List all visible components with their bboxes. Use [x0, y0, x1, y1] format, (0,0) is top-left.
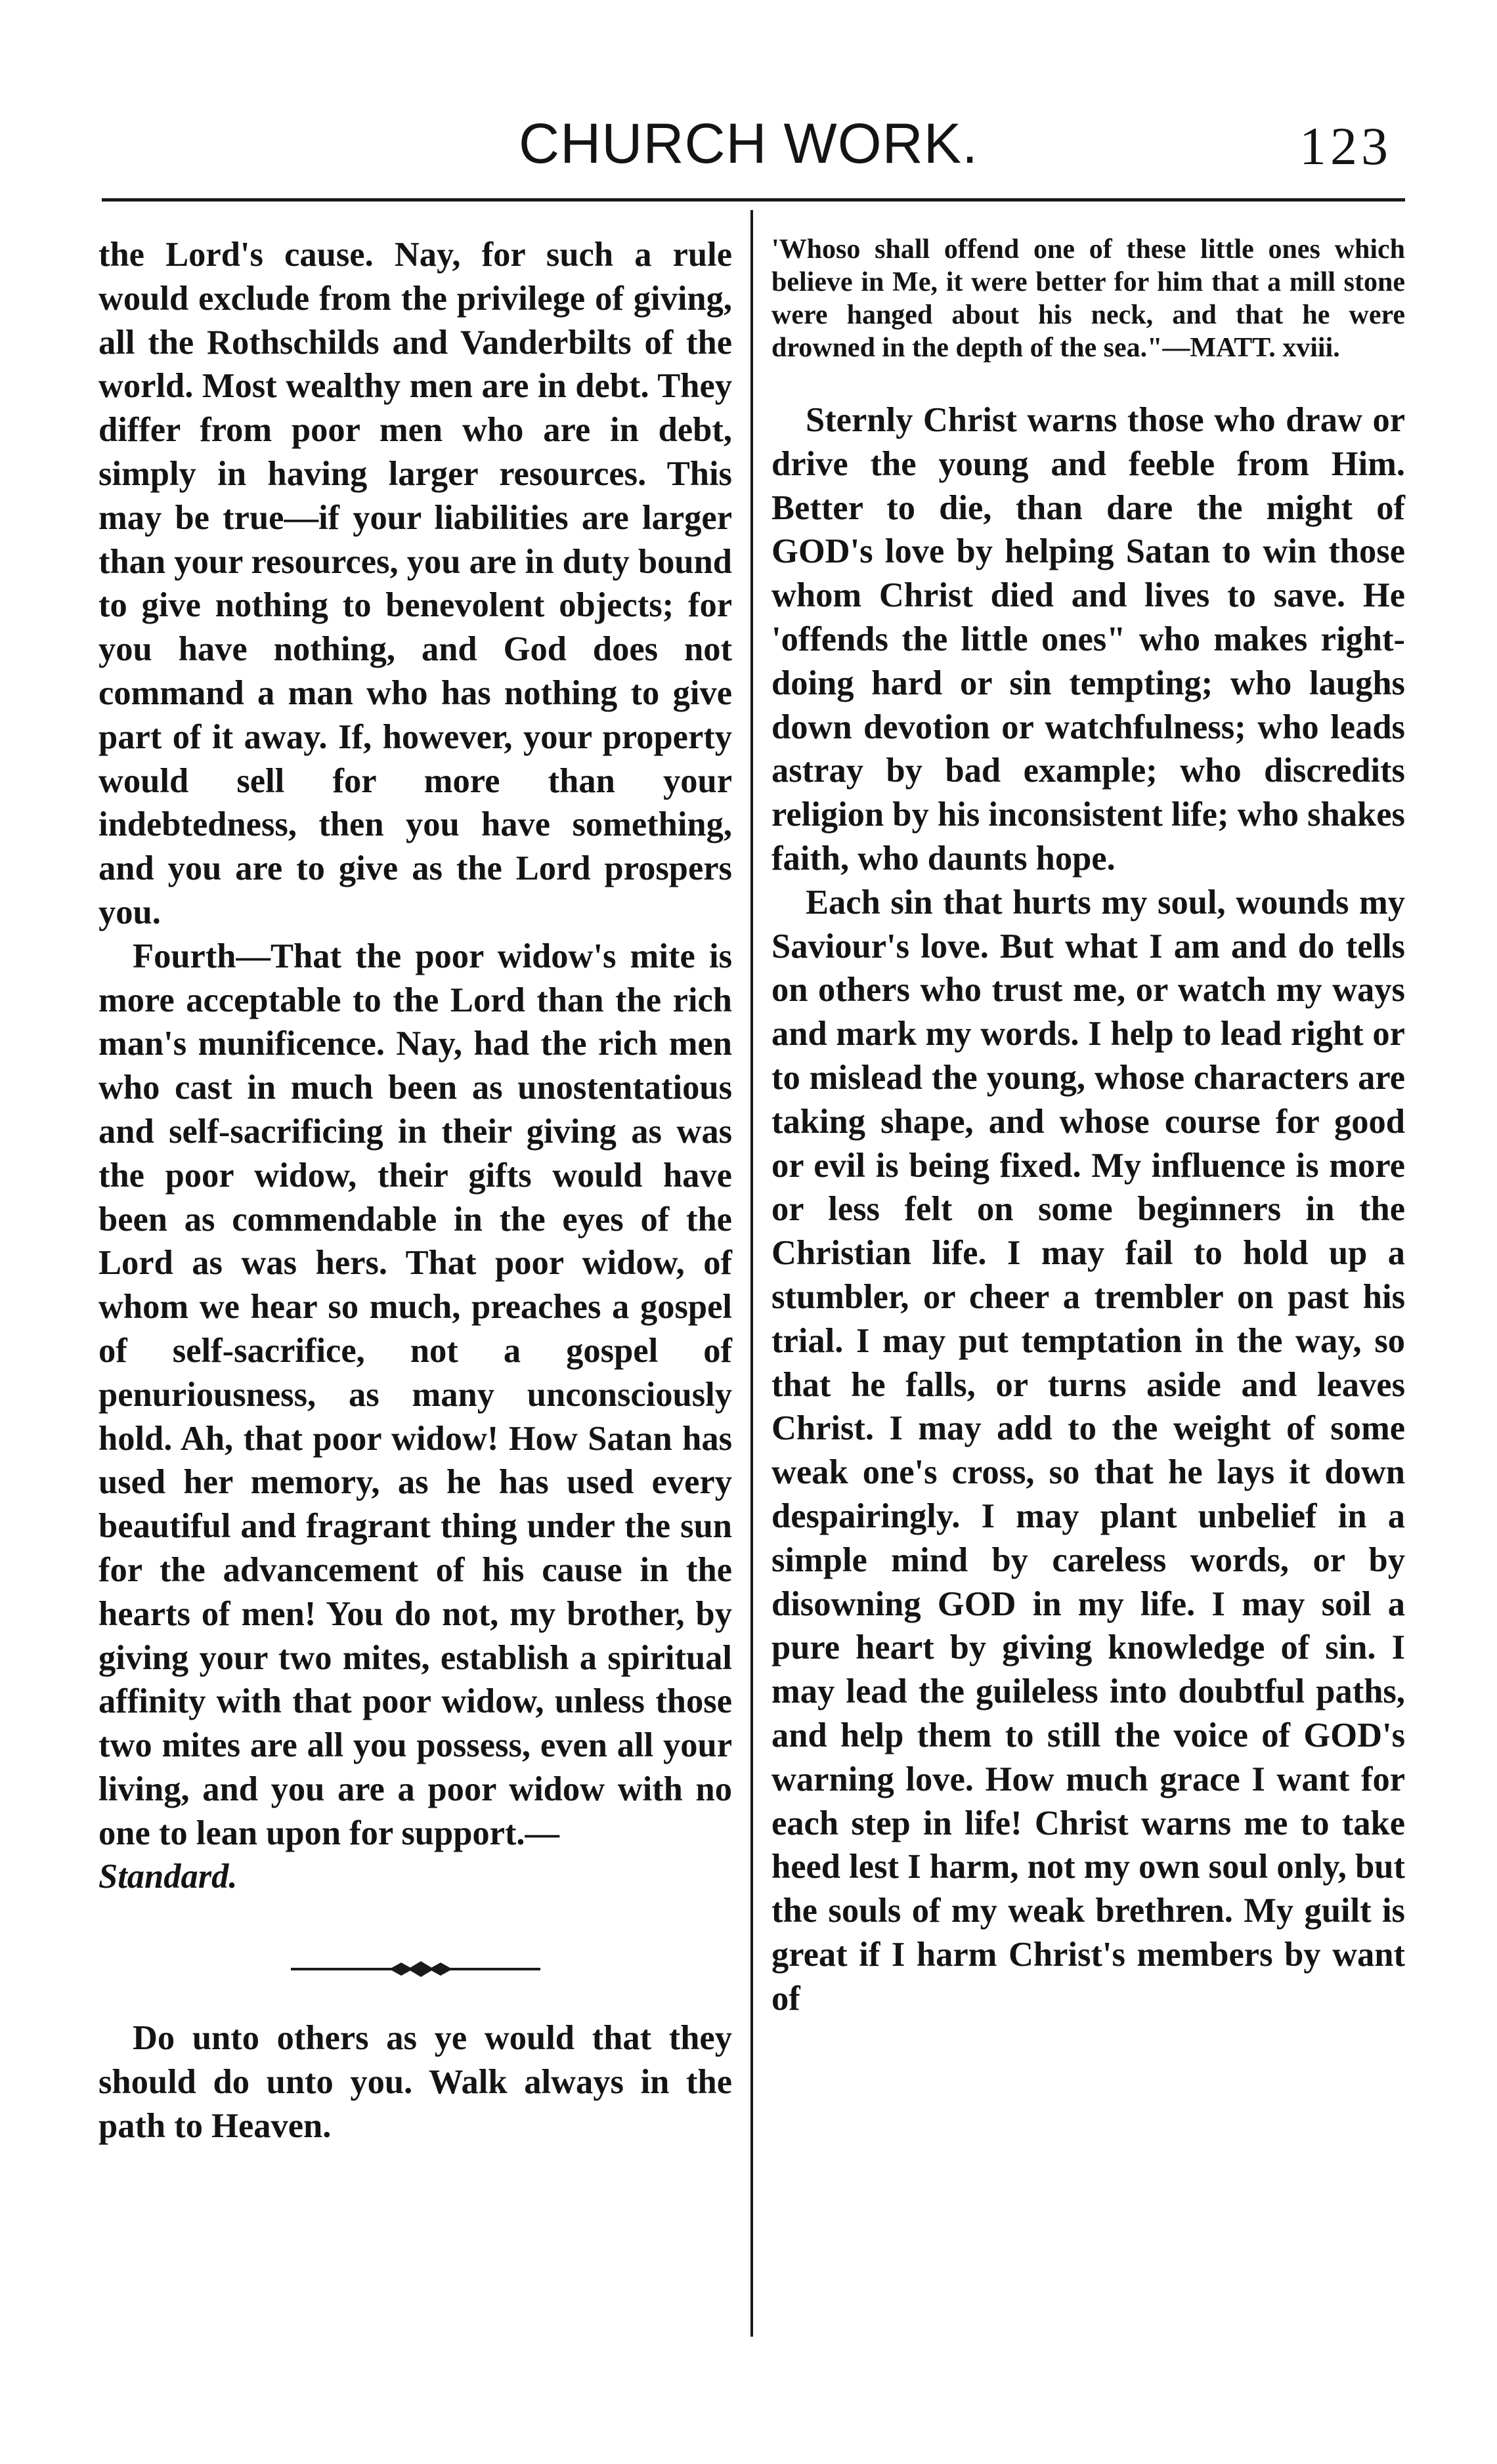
page-number: 123	[1299, 116, 1392, 176]
left-paragraph-2-text: Fourth—That the poor widow's mite is more acceptable to the Lord than the rich man's munificence. Nay, had the rich men who cast in much been as unostentatious and self-sacrificing in their giving as was the poor widow, their gifts would have been as commendable in the eyes of the Lord as was hers. That poor widow, of whom we hear so much, preaches a gospel of self-sacrifice, not a gospel of penuriousness, as many unconsciously hold. Ah, that poor widow! How Satan has used her memory, as he has used every beautiful and fragrant thing under the sun for the advancement of his cause in the hearts of men! You do not, my brother, by giving your two mites, establish a spiritual affinity with that poor widow, unless those two mites are all you possess, even all your living, and you are a poor widow with no one to lean upon for support.—	[98, 937, 732, 1852]
left-paragraph-1: the Lord's cause. Nay, for such a rule would exclude from the privilege of giving, all the Rothschilds and Vanderbilts of the world. Most wealthy men are in debt. They differ from poor men who are in debt, simply in having larger resources. This may be true—if your liabilities are larger than your resources, you are in duty bound to give nothing to benevolent objects; for you have nothing, and God does not command a man who has nothing to give part of it away. If, however, your property would sell for more than your indebtedness, then you have something, and you are to give as the Lord prospers you.	[98, 236, 732, 931]
right-column	[771, 233, 1405, 2020]
scripture-epigraph: 'Whoso shall offend one of these little ones which believe in Me, it were better for him that a mill stone were hanged about his neck, and that he were drowned in the depth of the sea."—MATT. xviii.	[771, 234, 1405, 363]
right-paragraph-2: Each sin that hurts my soul, wounds my Saviour's love. But what I am and do tells on others who trust me, or watch my ways and mark my words. I help to lead right or to mislead the young, whose characters are taking shape, and whose course for good or evil is being fixed. My influence is more or less felt on some beginners in the Christian life. I may fail to hold up a stumbler, or cheer a trembler on past his trial. I may put temptation in the way, so that he falls, or turns aside and leaves Christ. I may add to the weight of some weak one's cross, so that he lays it down despairingly. I may plant unbelief in a simple mind by careless words, or by disowning GOD in my life. I may soil a pure heart by giving knowledge of sin. I may lead the guileless into doubtful paths, and help them to still the voice of GOD's warning love. How much grace I want for each step in life! Christ warns me to take heed lest I harm, not my own soul only, but the souls of my weak brethren. My guilt is great if I harm Christ's members by want of	[771, 883, 1405, 2018]
right-paragraph-1: Sternly Christ warns those who draw or drive the young and feeble from Him. Better to die, than dare the might of GOD's love by helping Satan to win those whom Christ died and lives to save. He 'offends the little ones" who makes right-doing hard or sin tempting; who laughs down devotion or watchfulness; who leads astray by bad example; who discredits religion by his inconsistent life; who shakes faith, who daunts hope.	[771, 401, 1405, 878]
source-attribution: Standard.	[98, 1858, 238, 1896]
closing-maxim: Do unto others as ye would that they should do unto you. Walk always in the path to Heaven.	[98, 2019, 732, 2145]
running-title: CHURCH WORK.	[519, 112, 978, 175]
header-rule	[102, 198, 1405, 202]
page-header	[0, 112, 1497, 190]
section-ornament	[291, 1958, 540, 1980]
ornament-divider-icon	[291, 1958, 540, 1980]
left-paragraph-2	[98, 935, 732, 1900]
left-column	[98, 233, 732, 2148]
column-divider	[750, 210, 753, 2337]
